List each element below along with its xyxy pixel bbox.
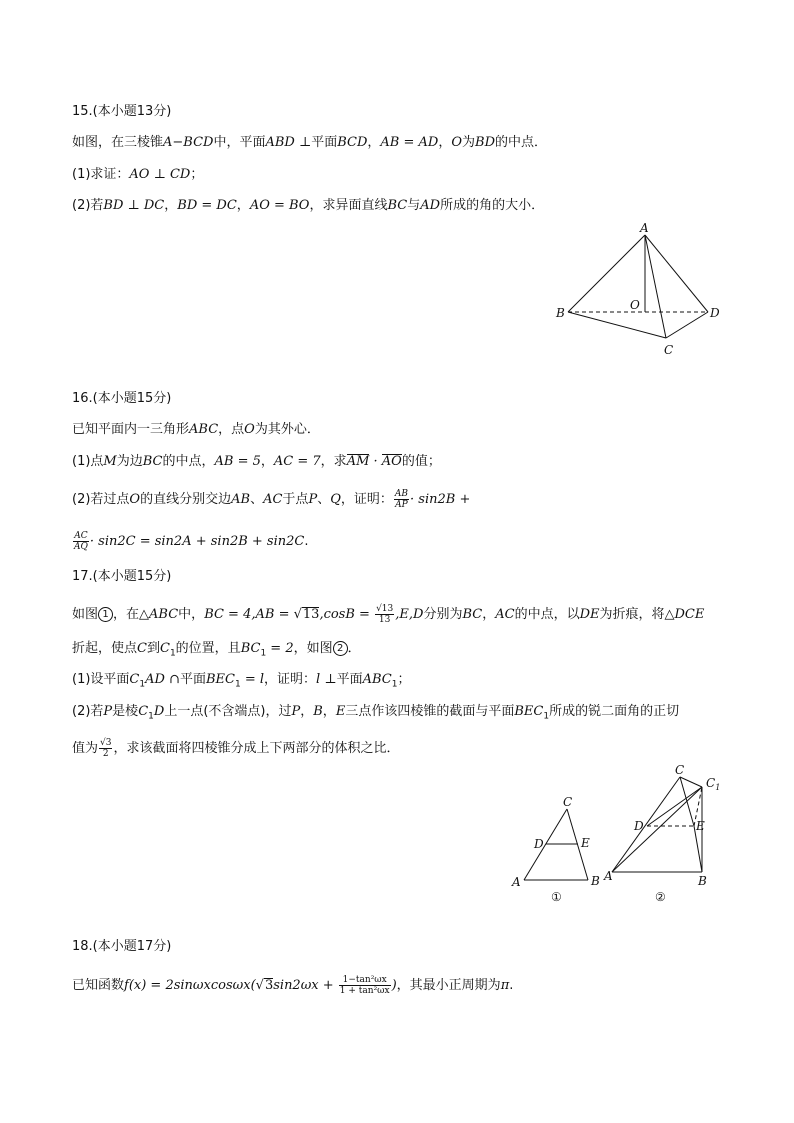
q17-figure1-triangle <box>506 788 606 908</box>
label-E: E <box>581 836 590 850</box>
q17-stem-continued: 折起，使点C到$C_1$的位置，且$BC_1 = 2$，如图 2 ． <box>72 641 361 659</box>
label-A: A <box>640 221 649 235</box>
label-C: C <box>664 343 674 357</box>
q17-header: 17.(本小题15分) <box>72 569 172 584</box>
q16-stem: 已知平面内一三角形ABC，点O为其外心． <box>72 422 320 437</box>
q18-header: 18.(本小题17分) <box>72 939 172 954</box>
edge-AC <box>645 235 666 338</box>
q16-part1: (1)点M为边BC的中点，AB = 5，AC = 7，求AM · AO的值； <box>72 454 441 469</box>
q16-part2: (2)若过点O的直线分别交边AB、AC于点P、Q，证明： $\frac{AB}{AP}$ · sin2B + <box>72 489 471 510</box>
q15-header: 15.(本小题13分) <box>72 104 172 119</box>
figure1-caption: ① <box>551 890 562 904</box>
q17-part2: (2)若P是棱$C_1D$上一点(不含端点)，过P，B，E三点作该四棱锥的截面与平面$BEC_1$所成的锐二面角的正切 <box>72 704 680 722</box>
label-E: E <box>696 819 705 833</box>
q18-stem: 已知函数f(x) = 2sinωxcosωx(√3sin2ωx + $\frac{\text{1−tan²ωx}}{\text{1 + tan²ωx}}$ )，其最小正周期为π. <box>72 975 514 996</box>
edge-CD <box>666 312 708 338</box>
q17-part1: (1)设平面$C_1AD$ ∩平面$BEC_1 = l$，证明：l ⊥平面$ABC_1$； <box>72 672 411 690</box>
edge-CC1 <box>680 777 702 787</box>
q17-part2-continued: 值为 $\frac{√3}{2}$ ，求该截面将四棱锥分成上下两部分的体积之比． <box>72 738 400 759</box>
q16-header: 16.(本小题15分) <box>72 391 172 406</box>
label-B: B <box>556 306 565 320</box>
label-C1: $C_1$ <box>706 776 721 792</box>
label-A: A <box>512 875 521 889</box>
q15-stem: 如图，在三棱锥A−BCD中，平面ABD ⊥平面BCD，AB = AD，O为BD的中点． <box>72 135 548 150</box>
figure2-caption: ② <box>655 890 666 904</box>
q15-part1: (1)求证：AO ⊥ CD； <box>72 167 204 182</box>
edge-DC1 <box>647 787 702 826</box>
q17-stem: 如图 1 ，在△ABC中，BC = 4,AB = √13,cosB = $\frac{√13}{13}$ ,E,D分别为BC，AC的中点，以DE为折痕，将△DCE <box>72 604 705 625</box>
label-O: O <box>630 298 640 312</box>
edge-BC <box>568 312 666 338</box>
q16-part2-continued: $\frac{AC}{AQ}$ · sin2C = sin2A + sin2B + sin2C. <box>74 531 309 552</box>
label-D: D <box>634 819 644 833</box>
edge-AD <box>645 235 708 312</box>
q15-part2: (2)若BD ⊥ DC，BD = DC，AO = BO，求异面直线BC与AD所成的角的大小． <box>72 198 545 213</box>
label-C: C <box>563 795 573 809</box>
label-B: B <box>698 874 707 888</box>
label-D: D <box>534 837 544 851</box>
q15-tetrahedron-figure <box>548 218 728 363</box>
edge-AC1 <box>612 787 702 872</box>
q17-figure2-pyramid <box>600 762 730 908</box>
label-D: D <box>710 306 720 320</box>
edge-AC <box>612 777 680 872</box>
label-A: A <box>604 869 613 883</box>
label-B: B <box>591 874 600 888</box>
label-C: C <box>675 763 685 777</box>
